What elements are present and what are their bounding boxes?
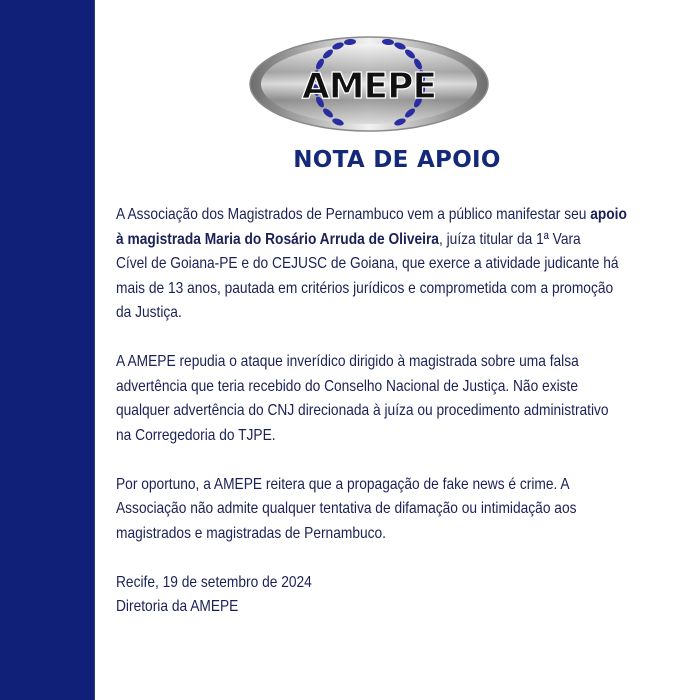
text-line	[116, 252, 619, 277]
text-segment: Cível de Goiana-PE e do CEJUSC de Goiana, que exerce a atividade judicante há	[116, 255, 619, 272]
logo-text: AMEPE	[301, 66, 437, 107]
text-segment: Associação não admite qualquer tentativa de difamação ou intimidação aos	[116, 500, 577, 517]
text-line	[116, 497, 615, 522]
text-line	[116, 203, 627, 228]
paragraph-1	[116, 203, 696, 326]
text-segment: mais de 13 anos, pautada em critérios jurídicos e comprometida com a promoção	[116, 279, 614, 297]
text-segment: da Justiça.	[116, 304, 182, 321]
amepe-logo	[248, 34, 490, 134]
text-segment: na Corregedoria do TJPE.	[116, 426, 276, 444]
text-line	[116, 424, 615, 449]
signature-block	[116, 571, 696, 620]
paragraph-2	[116, 350, 696, 448]
note-body	[116, 203, 696, 644]
bold-text: à magistrada Maria do Rosário Arruda de Oliveira	[116, 230, 439, 248]
page-title: NOTA DE APOIO	[293, 147, 501, 173]
logo-emblem-icon	[248, 34, 490, 134]
text-line	[116, 301, 615, 326]
signed-by: Diretoria da AMEPE	[116, 598, 239, 615]
left-sidebar-band	[0, 0, 95, 700]
text-segment: Por oportuno, a AMEPE reitera que a propagação de fake news é crime. A	[116, 475, 570, 493]
place-date: Recife, 19 de setembro de 2024	[116, 573, 312, 591]
text-segment: , juíza titular da 1ª Vara	[438, 230, 581, 248]
text-line	[116, 473, 615, 498]
text-line	[116, 228, 615, 253]
text-segment: magistrados e magistradas de Pernambuco.	[116, 524, 386, 542]
paragraph-3	[116, 473, 696, 547]
text-line	[116, 399, 615, 424]
text-line	[116, 522, 615, 547]
text-segment: A AMEPE repudia o ataque inverídico dirigido à magistrada sobre uma falsa	[116, 353, 579, 370]
text-segment: qualquer advertência do CNJ direcionada à juíza ou procedimento administrativo	[116, 402, 609, 419]
bold-text: apoio	[590, 206, 627, 223]
text-segment: A Associação dos Magistrados de Pernambuco vem a público manifestar seu	[116, 206, 591, 223]
text-line	[116, 375, 615, 400]
text-line	[116, 277, 615, 302]
text-line	[116, 350, 615, 375]
text-segment: advertência que teria recebido do Conselho Nacional de Justiça. Não existe	[116, 377, 579, 395]
